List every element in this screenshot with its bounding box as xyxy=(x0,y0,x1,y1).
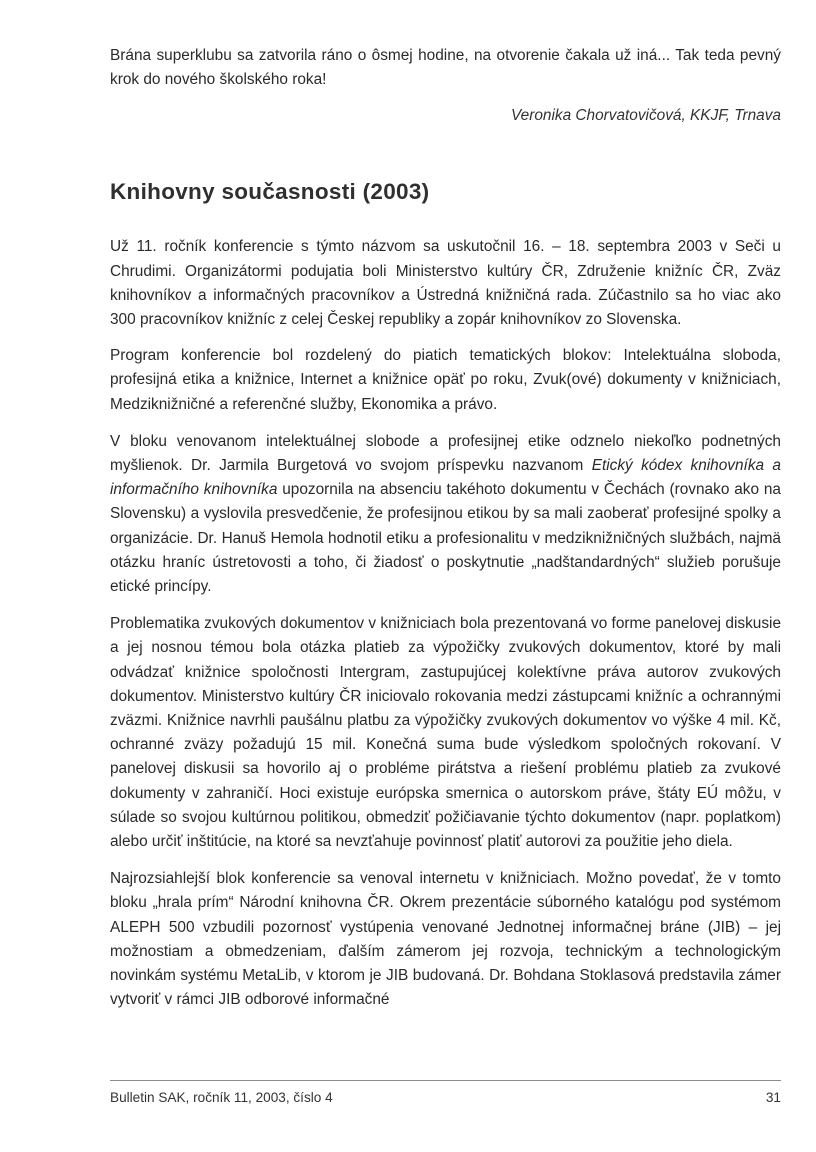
author-signature: Veronika Chorvatovičová, KKJF, Trnava xyxy=(510,107,781,125)
page-content xyxy=(110,44,781,1013)
page-footer xyxy=(110,1080,781,1105)
paragraph-3-text-b: upozornila na absenciu takéhoto dokumentu v Čechách (rovnako ako na Slovensku) a vyslovila presvedčenie, že profesijnou etikou by sa mali zaoberať profesijné spolky a organizácie. Dr. Hanuš Hemola hodnotil etiku a profesionalitu v medziknižničných službách, najmä otázku hraníc ústretovosti a toho, či žiadosť o poskytnutie „nadštandardných“ služieb porušuje etické princípy. xyxy=(110,481,781,596)
article-paragraph-4: Problematika zvukových dokumentov v knižniciach bola prezentovaná vo forme panelovej diskusie a jej nosnou témou bola otázka platieb za výpožičky zvukových dokumentov, ktoré by mali odvádzať knižnice spoločnosti Intergram, zastupujúcej kolektívne práva autorov zvukových dokumentov. Ministerstvo kultúry ČR iniciovalo rokovania medzi zástupcami knižníc a ochrannými zväzmi. Knižnice navrhli paušálnu platbu za výpožičky zvukových dokumentov vo výške 4 mil. Kč, ochranné zväzy požadujú 15 mil. Konečná suma bude výsledkom spoločných rokovaní. V panelovej diskusii sa hovorilo aj o probléme pirátstva a riešení problému platieb za zvukové dokumenty v zahraničí. Hoci existuje európska smernica o autorskom práve, štáty EÚ môžu, v súlade so svojou kultúrnou politikou, obmedziť požičiavanie týchto dokumentov (napr. poplatkom) alebo určiť inštitúcie, na ktoré sa nevzťahuje povinnosť platiť autorovi za použitie jeho diela. xyxy=(110,615,781,851)
publication-info: Bulletin SAK, ročník 11, 2003, číslo 4 xyxy=(110,1090,333,1105)
intro-paragraph: Brána superklubu sa zatvorila ráno o ôsmej hodine, na otvorenie čakala už iná... Tak teda pevný krok do nového školského roka! xyxy=(110,47,781,89)
paper-title-emphasis: Etický kódex knihovníka a informačního knihovníka xyxy=(110,457,781,499)
article-paragraph-2: Program konferencie bol rozdelený do piatich tematických blokov: Intelektuálna sloboda, profesijná etika a knižnice, Internet a knižnice opäť po roku, Zvuk(ové) dokumenty v knižniciach, Medziknižničné a referenčné služby, Ekonomika a právo. xyxy=(110,347,781,413)
paragraph-3-text-a: V bloku venovanom intelektuálnej slobode a profesijnej etike odznelo niekoľko podnetných myšlienok. Dr. Jarmila Burgetová vo svojom príspevku nazvanom xyxy=(110,432,781,475)
article-paragraph-3 xyxy=(110,430,781,599)
article-paragraph-5: Najrozsiahlejší blok konferencie sa venoval internetu v knižniciach. Možno povedať, že v tomto bloku „hrala prím“ Národní knihovna ČR. Okrem prezentácie súborného katalógu pod systémom ALEPH 500 vzbudili pozornosť vystúpenia venované Jednotnej informačnej bráne (JIB) – jej možnostiam a obmedzeniam, ďalším zámerom jej rozvoja, technickým a technologickým novinkám systému MetaLib, v ktorom je JIB budovaná. Dr. Bohdana Stoklasová predstavila zámer vytvoriť v rámci JIB odborové informačné xyxy=(110,870,781,1009)
article-paragraph-1: Už 11. ročník konferencie s týmto názvom sa uskutočnil 16. – 18. septembra 2003 v Seči u Chrudimi. Organizátormi podujatia boli Ministerstvo kultúry ČR, Združenie knižníc ČR, Zväz knihovníkov a informačných pracovníkov a Ústredná knižničná rada. Zúčastnilo sa ho viac ako 300 pracovníkov knižníc z celej Českej republiky a zopár knihovníkov zo Slovenska. xyxy=(110,238,781,329)
article-title: Knihovny současnosti (2003) xyxy=(110,179,430,205)
page-number: 31 xyxy=(765,1090,781,1105)
